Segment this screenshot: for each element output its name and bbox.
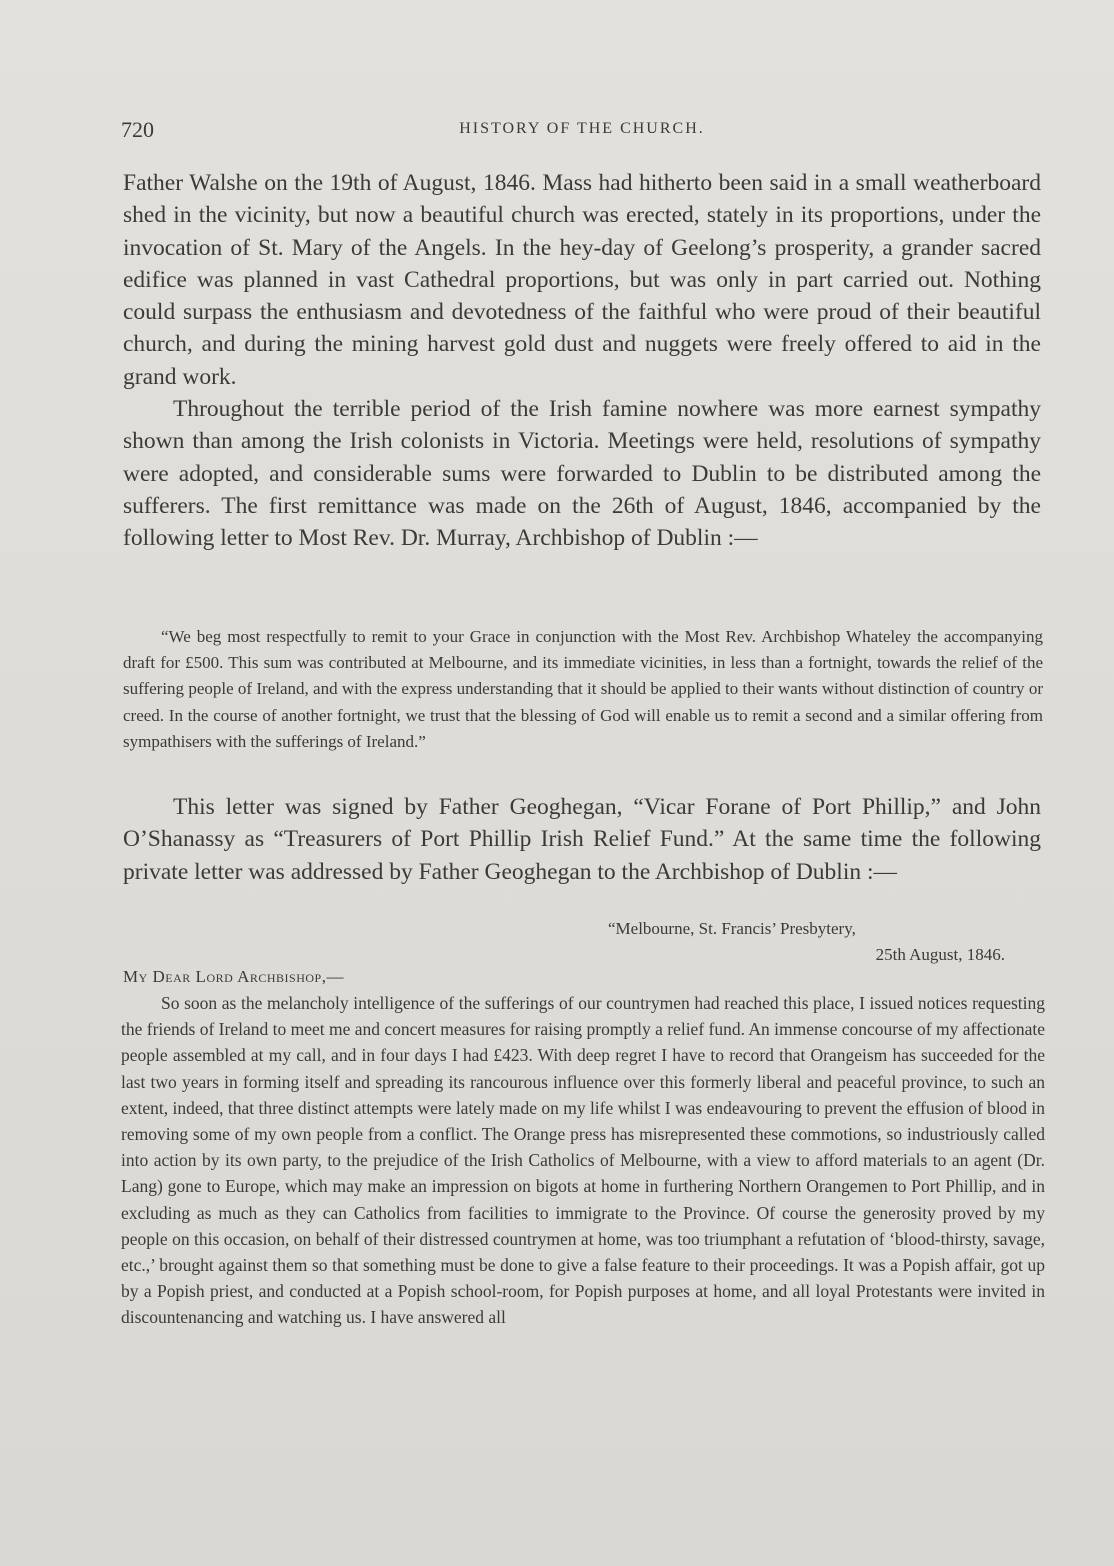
block-quote <box>123 624 1043 755</box>
letter-body <box>121 990 1045 1331</box>
paragraph-famine: Throughout the terrible period of the Irish famine nowhere was more earnest sympathy shown than among the Irish colonists in Victoria. Meetings were held, resolutions of sympathy were adopted, and considerable sums were forwarded to Dublin to be distributed among the sufferers. The first remittance was made on the 26th of August, 1846, accompanied by the following letter to Most Rev. Dr. Murray, Archbishop of Dublin :— <box>123 396 1041 552</box>
dateline-date: 25th August, 1846. <box>875 945 1005 964</box>
page-header <box>121 117 1043 147</box>
dateline-place: “Melbourne, St. Francis’ Presbytery, <box>608 919 856 938</box>
page-number: 720 <box>121 117 154 142</box>
paragraph-continued: Father Walshe on the 19th of August, 1846. Mass had hitherto been said in a small weatherboard shed in the vicinity, but now a beautiful church was erected, stately in its proportions, under the invocation of St. Mary of the Angels. In the hey-day of Geelong’s prosperity, a grander sacred edifice was planned in vast Cathedral proportions, but was only in part carried out. Nothing could surpass the enthusiasm and devotedness of the faithful who were proud of their beautiful church, and during the mining harvest gold dust and nuggets were freely offered to aid in the grand work. <box>123 170 1041 390</box>
letter-dateline <box>600 916 1005 968</box>
letter-paragraph: So soon as the melancholy intelligence of the sufferings of our countrymen had reached this place, I issued notices requesting the friends of Ireland to meet me and concert measures for raising promptly a relief fund. An immense concourse of my affectionate people assembled at my call, and in four days I had £423. With deep regret I have to record that Orangeism has succeeded for the last two years in forming itself and spreading its rancourous influence over this formerly liberal and peaceful province, to such an extent, indeed, that three distinct attempts were lately made on my life whilst I was endeavouring to prevent the effusion of blood in removing some of my own people from a conflict. The Orange press has misrepresented these commotions, so industriously called into action by its own party, to the prejudice of the Irish Catholics of Melbourne, with a view to afford materials to an agent (Dr. Lang) gone to Europe, which may make an impression on bigots at home in furthering Northern Orangemen to Port Phillip, and in excluding as much as they can Catholics from facilities to immigrate to the Province. Of course the generosity proved by my people on this occasion, on behalf of their distressed countrymen at home, was too triumphant a refutation of ‘blood-thirsty, savage, etc.,’ brought against them so that something must be done to give a false feature to their proceedings. It was a Popish affair, got up by a Popish priest, and conducted at a Popish school-room, for Popish purposes at home, and all loyal Protestants were invited in discountenancing and watching us. I have answered all <box>121 993 1046 1328</box>
quote-text: “We beg most respectfully to remit to your Grace in conjunction with the Most Rev. Archbishop Whateley the accompanying draft for £500. This sum was contributed at Melbourne, and its immediate vicinities, in less than a fortnight, towards the relief of the suffering people of Ireland, and with the express understanding that it should be applied to their wants without distinction of country or creed. In the course of another fortnight, we trust that the blessing of God will enable us to remit a second and a similar offering from sympathisers with the sufferings of Ireland.” <box>123 627 1043 751</box>
running-head: HISTORY OF THE CHURCH. <box>459 120 705 137</box>
main-text-continued <box>123 791 1041 888</box>
letter-salutation: My Dear Lord Archbishop,— <box>123 967 344 986</box>
paragraph-signed: This letter was signed by Father Geoghegan, “Vicar Forane of Port Phillip,” and John O’Shanassy as “Treasurers of Port Phillip Irish Relief Fund.” At the same time the following private letter was addressed by Father Geoghegan to the Archbishop of Dublin :— <box>123 794 1041 885</box>
main-text <box>123 167 1041 555</box>
